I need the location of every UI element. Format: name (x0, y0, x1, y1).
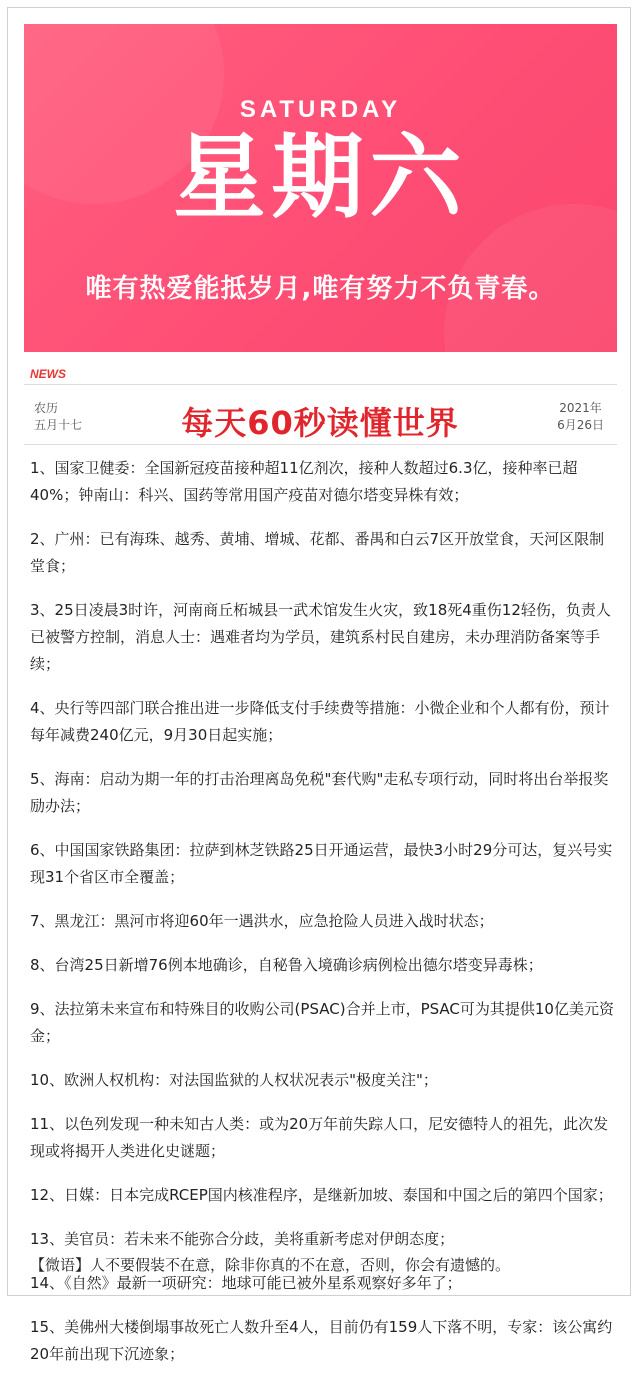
day-banner (24, 24, 617, 352)
news-item: 5、海南：启动为期一年的打击治理离岛免税"套代购"走私专项行动，同时将出台举报奖励办法； (30, 770, 609, 815)
news-item: 2、广州：已有海珠、越秀、黄埔、增城、花都、番禺和白云7区开放堂食，天河区限制堂食； (30, 530, 605, 575)
chinese-day: 星期六 (173, 124, 468, 231)
news-item: 9、法拉第未来宣布和特殊目的收购公司(PSAC)合并上市，PSAC可为其提供10亿美元资金； (30, 1000, 614, 1045)
news-item: 6、中国国家铁路集团：拉萨到林芝铁路25日开通运营，最快3小时29分可达，复兴号实现31个省区市全覆盖； (30, 841, 613, 886)
news-item: 4、央行等四部门联合推出进一步降低支付手续费等措施：小微企业和个人都有份，预计每年减费240亿元，9月30日起实施； (30, 699, 610, 744)
news-item: 11、以色列发现一种未知古人类：或为20万年前失踪人口，尼安德特人的祖先，此次发现或将揭开人类进化史谜题； (30, 1115, 609, 1160)
news-item: 13、美官员：若未来不能弥合分歧，美将重新考虑对伊朗态度； (30, 1230, 455, 1248)
news-item: 7、黑龙江：黑河市将迎60年一遇洪水，应急抢险人员进入战时状态； (30, 912, 494, 930)
motto: 唯有热爱能抵岁月,唯有努力不负青春。 (85, 274, 556, 304)
date-day: 6月26日 (557, 418, 604, 432)
gregorian-date (557, 400, 604, 434)
news-item: 8、台湾25日新增76例本地确诊，自秘鲁入境确诊病例检出德尔塔变异毒株； (30, 956, 543, 974)
date-year: 2021年 (559, 401, 602, 415)
news-tag: NEWS (30, 367, 66, 381)
lunar-day: 五月十七 (34, 418, 83, 432)
news-item: 10、欧洲人权机构：对法国监狱的人权状况表示"极度关注"； (30, 1071, 438, 1089)
news-item: 14、《自然》最新一项研究：地球可能已被外星系观察好多年了； (30, 1274, 462, 1292)
divider (24, 444, 617, 445)
news-item: 15、美佛州大楼倒塌事故死亡人数升至4人，目前仍有159人下落不明，专家：该公寓约20年前出现下沉迹象； (30, 1318, 613, 1363)
lunar-label: 农历 (34, 401, 59, 415)
english-day: SATURDAY (239, 96, 402, 123)
whisper-quote: 【微语】人不要假装不在意，除非你真的不在意，否则，你会有遗憾的。 (30, 1256, 511, 1274)
news-item: 12、日媒：日本完成RCEP国内核准程序，是继新加坡、泰国和中国之后的第四个国家； (30, 1186, 613, 1204)
news-list (30, 455, 616, 1385)
headline: 每天60秒读懂世界 (181, 404, 459, 442)
news-item: 1、国家卫健委：全国新冠疫苗接种超11亿剂次，接种人数超过6.3亿，接种率已超40%；钟南山：科兴、国药等常用国产疫苗对德尔塔变异株有效； (30, 459, 578, 504)
divider (24, 384, 617, 385)
news-item: 3、25日凌晨3时许，河南商丘柘城县一武术馆发生火灾，致18死4重伤12轻伤，负责人已被警方控制，消息人士：遇难者均为学员，建筑系村民自建房，未办理消防备案等手续； (30, 601, 611, 673)
